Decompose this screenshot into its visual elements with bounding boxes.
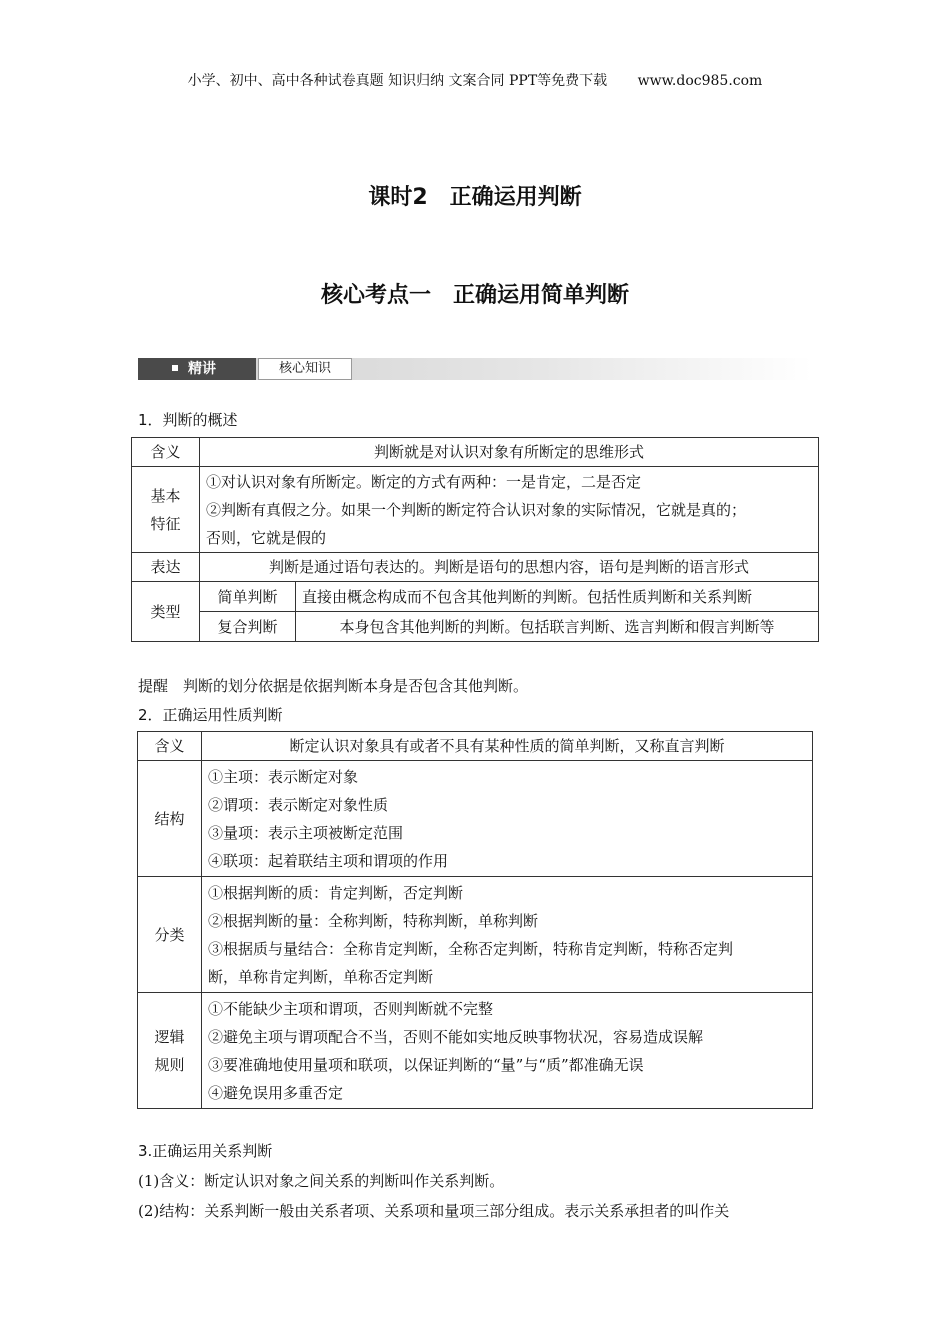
features-text <box>200 467 819 553</box>
table-row <box>138 732 813 761</box>
rules-line: ③要准确地使用量项和联项，以保证判断的“量”与“质”都准确无误 <box>208 1055 644 1074</box>
rules-label-line: 规则 <box>154 1055 185 1074</box>
classification-text <box>202 877 813 993</box>
table-row <box>138 993 813 1109</box>
table-row <box>132 467 819 553</box>
table-row <box>132 553 819 582</box>
rules-label-line: 逻辑 <box>154 1027 185 1046</box>
section3-paragraph: (1)含义：断定认识对象之间关系的判断叫作关系判断。 <box>138 1172 505 1190</box>
rules-line: ①不能缺少主项和谓项，否则判断就不完整 <box>208 999 494 1018</box>
features-label-line: 基本 <box>150 486 181 505</box>
classification-line: 断，单称肯定判断，单称否定判断 <box>208 967 434 986</box>
banner-left-text: 精讲 <box>188 361 216 377</box>
s2-meaning-label: 含义 <box>138 732 202 761</box>
header-site: www.doc985.com <box>637 73 763 89</box>
overview-table <box>131 437 819 642</box>
banner-dark-label <box>138 358 256 380</box>
structure-line: ②谓项：表示断定对象性质 <box>208 795 389 814</box>
classification-label: 分类 <box>138 877 202 993</box>
header-text: 小学、初中、高中各种试卷真题 知识归纳 文案合同 PPT等免费下载 <box>187 73 608 89</box>
features-line: ②判断有真假之分。如果一个判断的断定符合认识对象的实际情况，它就是真的； <box>206 500 747 519</box>
property-judgment-table <box>137 731 813 1109</box>
structure-label: 结构 <box>138 761 202 877</box>
rules-text <box>202 993 813 1109</box>
structure-text <box>202 761 813 877</box>
structure-line: ③量项：表示主项被断定范围 <box>208 823 404 842</box>
page-subtitle: 核心考点一 正确运用简单判断 <box>320 283 629 308</box>
square-bullet-icon <box>172 365 178 371</box>
features-label-line: 特征 <box>150 514 181 533</box>
type-desc: 本身包含其他判断的判断。包括联言判断、选言判断和假言判断等 <box>296 612 819 642</box>
s2-meaning-text: 断定认识对象具有或者不具有某种性质的简单判断，又称直言判断 <box>202 732 813 761</box>
banner-tab: 核心知识 <box>258 358 352 380</box>
rules-label <box>138 993 202 1109</box>
rules-line: ②避免主项与谓项配合不当，否则不能如实地反映事物状况，容易造成误解 <box>208 1027 704 1046</box>
page-title: 课时2 正确运用判断 <box>368 185 582 210</box>
table-row <box>138 761 813 877</box>
rules-line: ④避免误用多重否定 <box>208 1083 344 1102</box>
section3-heading: 3.正确运用关系判断 <box>138 1142 273 1160</box>
reminder-label: 提醒 <box>138 677 169 695</box>
expression-label: 表达 <box>132 553 200 582</box>
structure-line: ①主项：表示断定对象 <box>208 767 359 786</box>
section1-heading: 1．判断的概述 <box>138 411 238 429</box>
table-row <box>132 582 819 612</box>
expression-text: 判断是通过语句表达的。判断是语句的思想内容，语句是判断的语言形式 <box>200 553 819 582</box>
classification-line: ①根据判断的质：肯定判断，否定判断 <box>208 883 464 902</box>
table-row <box>132 438 819 467</box>
table-row <box>138 877 813 993</box>
reminder <box>138 675 528 696</box>
features-line: 否则，它就是假的 <box>206 528 327 547</box>
type-name: 简单判断 <box>200 582 296 612</box>
type-label: 类型 <box>132 582 200 642</box>
classification-line: ②根据判断的量：全称判断，特称判断，单称判断 <box>208 911 539 930</box>
meaning-text: 判断就是对认识对象有所断定的思维形式 <box>200 438 819 467</box>
features-line: ①对认识对象有所断定。断定的方式有两种：一是肯定，二是否定 <box>206 472 642 491</box>
section2-heading: 2．正确运用性质判断 <box>138 706 283 724</box>
page-header <box>0 70 950 90</box>
type-name: 复合判断 <box>200 612 296 642</box>
features-label <box>132 467 200 553</box>
section3-paragraph: (2)结构：关系判断一般由关系者项、关系项和量项三部分组成。表示关系承担者的叫作关 <box>138 1202 730 1220</box>
meaning-label: 含义 <box>132 438 200 467</box>
classification-line: ③根据质与量结合：全称肯定判断，全称否定判断，特称肯定判断，特称否定判 <box>208 939 734 958</box>
section-banner <box>138 358 812 380</box>
type-desc: 直接由概念构成而不包含其他判断的判断。包括性质判断和关系判断 <box>296 582 819 612</box>
table-row <box>132 612 819 642</box>
reminder-text: 判断的划分依据是依据判断本身是否包含其他判断。 <box>183 677 529 695</box>
structure-line: ④联项：起着联结主项和谓项的作用 <box>208 851 449 870</box>
